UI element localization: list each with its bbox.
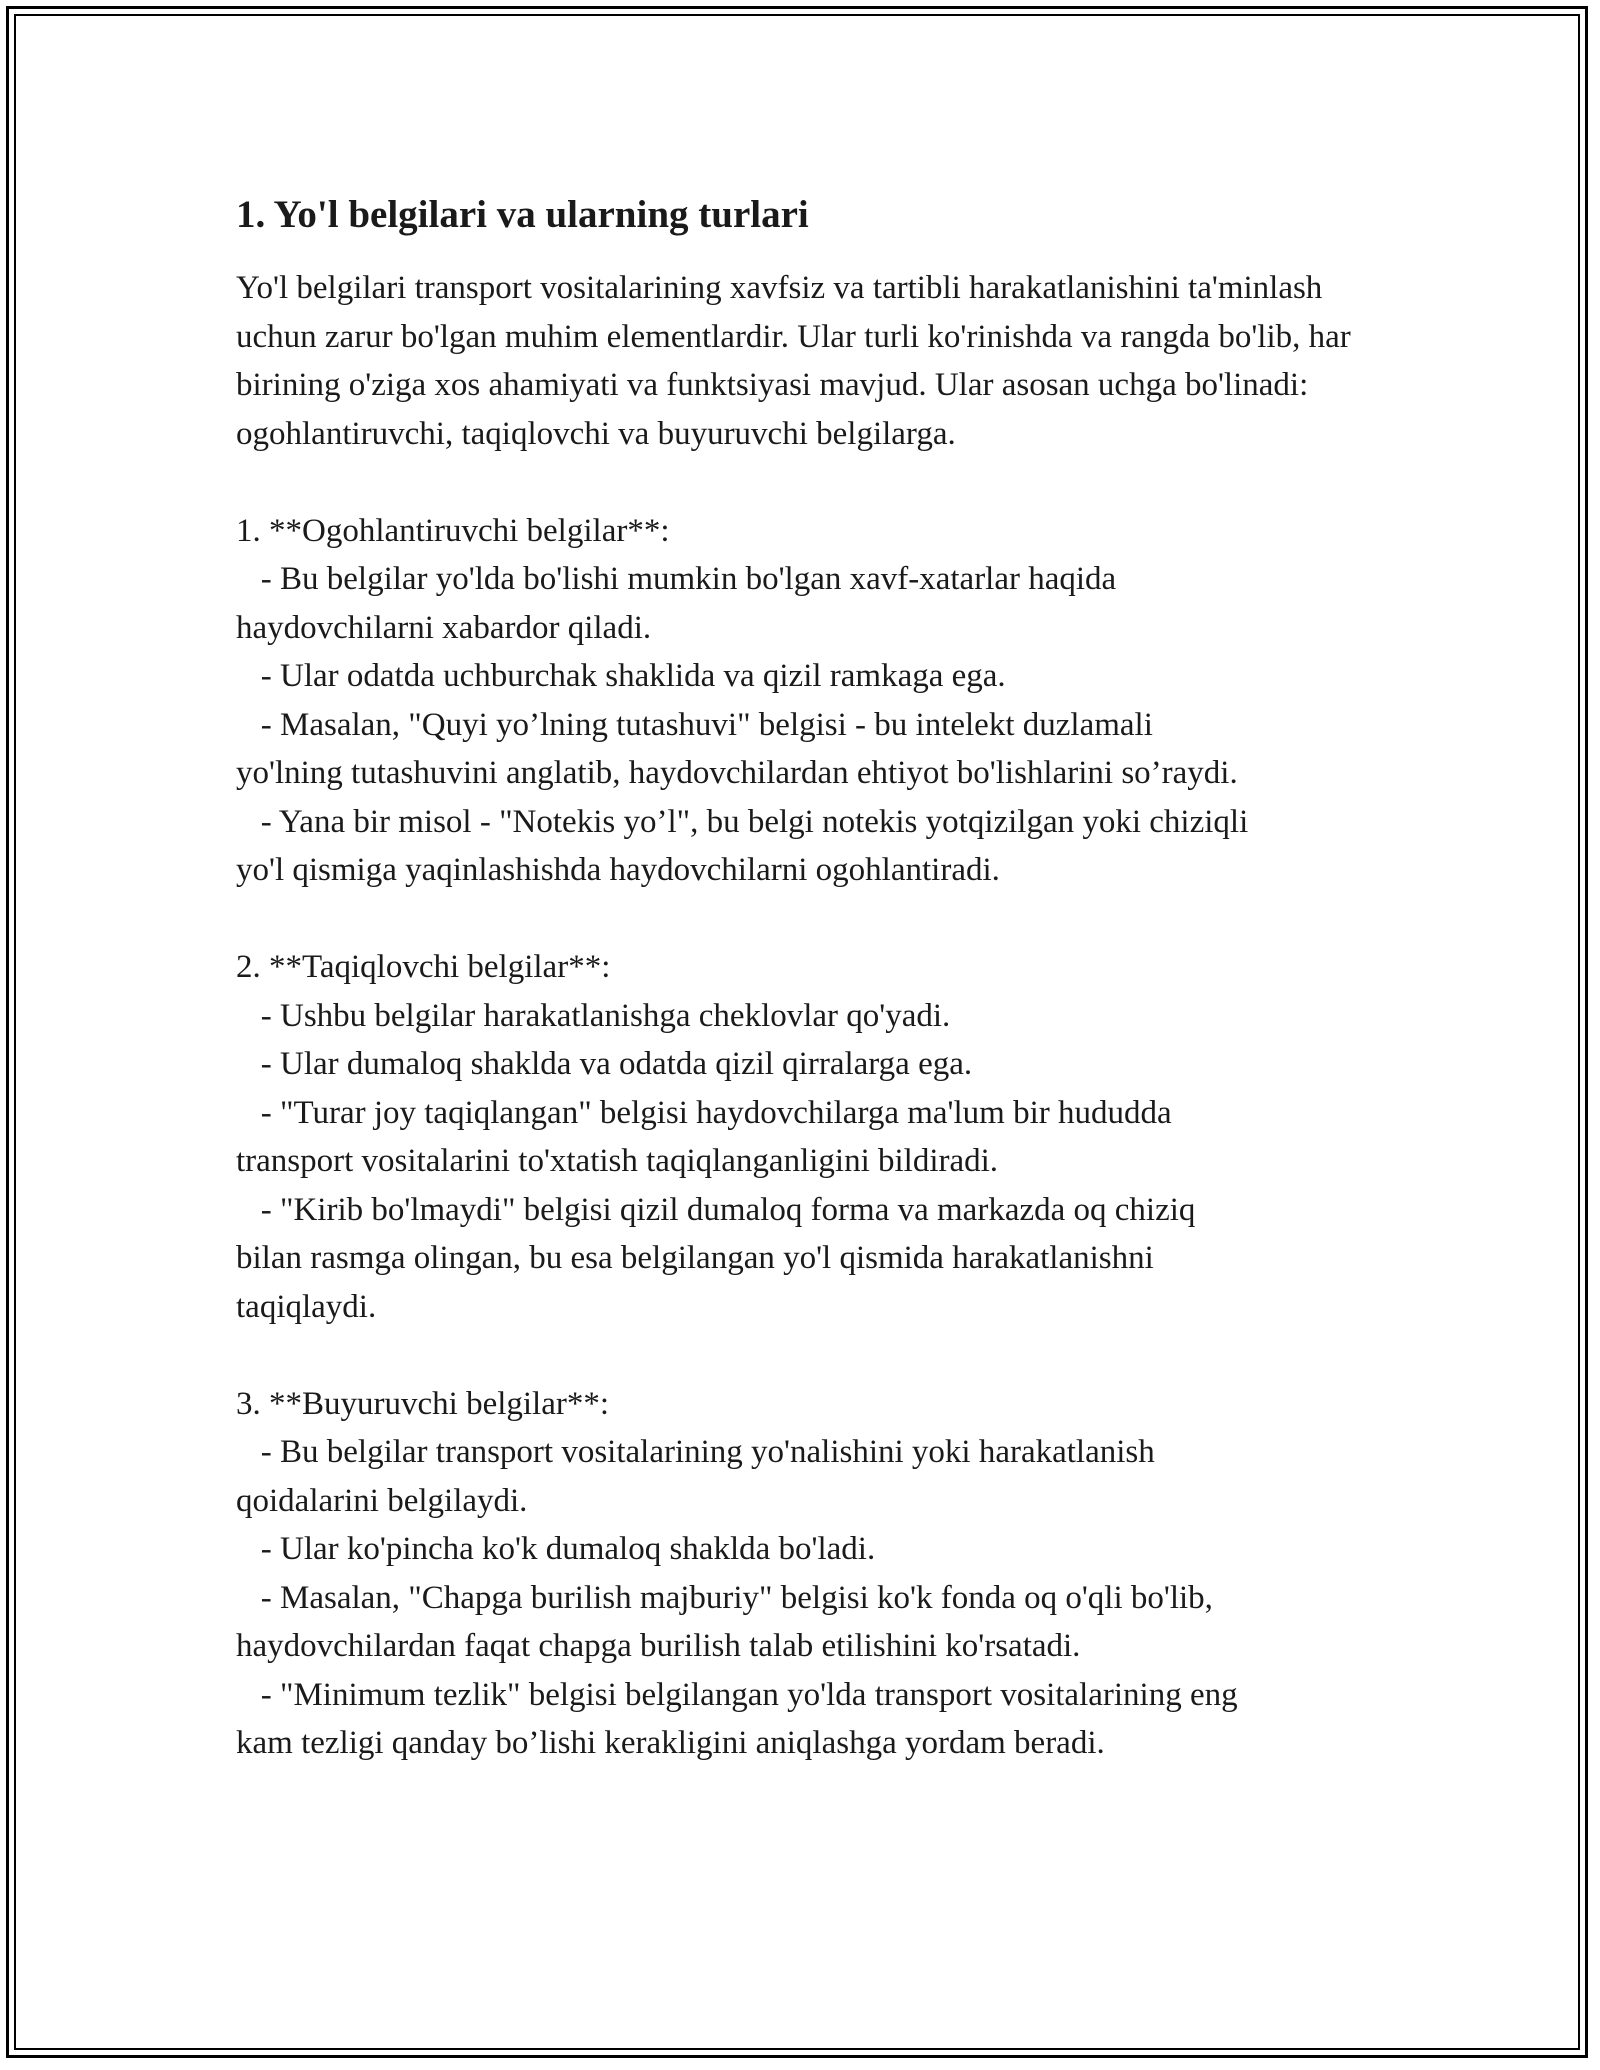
section-taqiqlovchi: [236, 943, 1416, 1331]
section-line: - Ular dumaloq shaklda va odatda qizil qirralarga ega.: [236, 1046, 973, 1082]
intro-paragraph: Yo'l belgilari transport vositalarining xavfsiz va tartibli harakatlanishini ta'minlash uchun zarur bo'lgan muhim elementlardir. Ular turli ko'rinishda va rangda bo'lib, har birining o'ziga xos ahamiyati va funktsiyasi mavjud. Ular asosan uchga bo'linadi: ogohlantiruvchi, taqiqlovchi va buyuruvchi belgilarga.: [236, 270, 1351, 452]
section-buyuruvchi: [236, 1380, 1416, 1768]
section-line: - "Turar joy taqiqlangan" belgisi haydovchilarga ma'lum bir hududda: [236, 1094, 1172, 1131]
section-title: 1. **Ogohlantiruvchi belgilar**:: [236, 512, 670, 549]
document-heading: 1. Yo'l belgilari va ularning turlari: [236, 193, 809, 236]
section-line: taqiqlaydi.: [236, 1288, 377, 1325]
section-line: - Yana bir misol - "Notekis yo’l", bu belgi notekis yotqizilgan yoki chiziqli: [236, 803, 1249, 840]
section-line: - Ular odatda uchburchak shaklida va qizil ramkaga ega.: [236, 658, 1006, 694]
section-line: - Ushbu belgilar harakatlanishga cheklovlar qo'yadi.: [236, 997, 951, 1034]
section-line: transport vositalarini to'xtatish taqiqlanganligini bildiradi.: [236, 1143, 999, 1179]
document-body: [236, 190, 1416, 1768]
section-ogohlantiruvchi: [236, 507, 1416, 895]
section-line: - Bu belgilar transport vositalarining yo'nalishini yoki harakatlanish: [236, 1434, 1155, 1470]
section-line: kam tezligi qanday bo’lishi kerakligini aniqlashga yordam beradi.: [236, 1725, 1105, 1761]
section-line: - Bu belgilar yo'lda bo'lishi mumkin bo'lgan xavf-xatarlar haqida: [236, 561, 1117, 597]
section-line: - Masalan, "Chapga burilish majburiy" belgisi ko'k fonda oq o'qli bo'lib,: [236, 1579, 1213, 1616]
section-title: 2. **Taqiqlovchi belgilar**:: [236, 949, 611, 985]
section-line: haydovchilarni xabardor qiladi.: [236, 609, 652, 646]
section-line: qoidalarini belgilaydi.: [236, 1482, 528, 1519]
section-line: - "Kirib bo'lmaydi" belgisi qizil dumaloq forma va markazda oq chiziq: [236, 1191, 1196, 1228]
section-line: yo'l qismiga yaqinlashishda haydovchilarni ogohlantiradi.: [236, 852, 1000, 888]
section-line: bilan rasmga olingan, bu esa belgilangan yo'l qismida harakatlanishni: [236, 1240, 1154, 1276]
section-line: haydovchilardan faqat chapga burilish talab etilishini ko'rsatadi.: [236, 1628, 1081, 1664]
section-line: - Masalan, "Quyi yo’lning tutashuvi" belgisi - bu intelekt duzlamali: [236, 706, 1153, 743]
section-line: - Ular ko'pincha ko'k dumaloq shaklda bo'ladi.: [236, 1531, 876, 1567]
section-title: 3. **Buyuruvchi belgilar**:: [236, 1385, 610, 1422]
section-line: - "Minimum tezlik" belgisi belgilangan yo'lda transport vositalarining eng: [236, 1676, 1238, 1713]
section-line: yo'lning tutashuvini anglatib, haydovchilardan ehtiyot bo'lishlarini so’raydi.: [236, 755, 1238, 791]
